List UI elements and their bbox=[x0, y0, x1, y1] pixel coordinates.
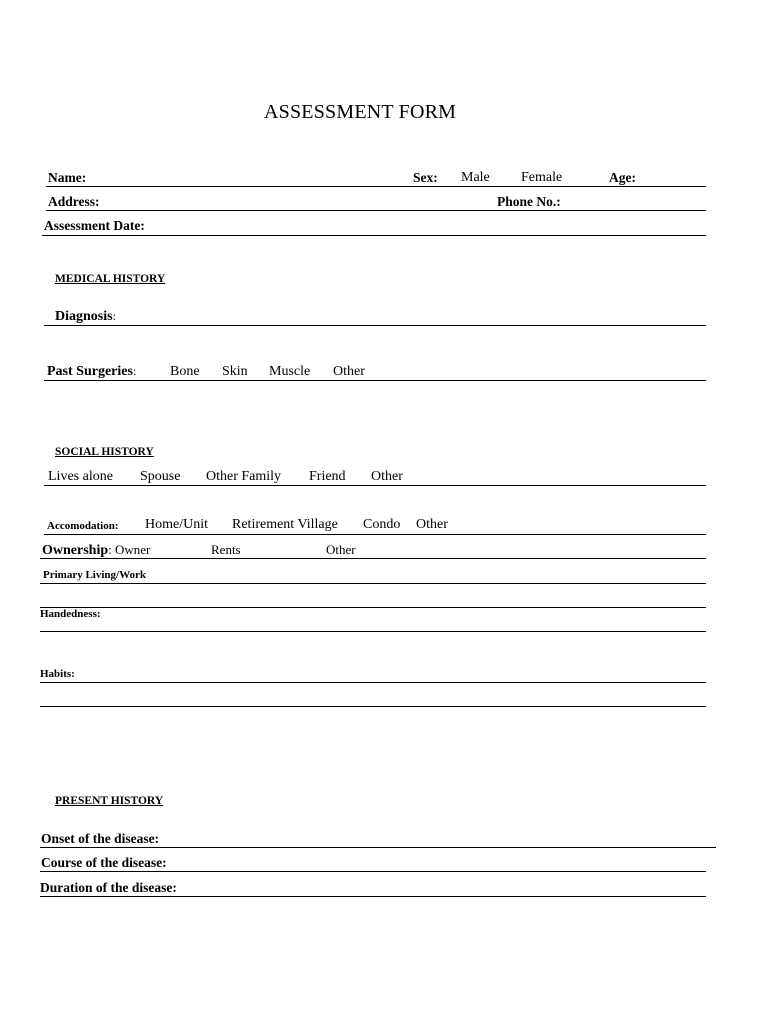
ownership-option-owner[interactable]: : Owner bbox=[108, 542, 151, 557]
past-surgeries-colon: : bbox=[132, 364, 137, 378]
duration-label: Duration of the disease: bbox=[40, 880, 177, 895]
assessment-date-label: Assessment Date: bbox=[44, 218, 145, 233]
onset-label: Onset of the disease: bbox=[41, 831, 160, 846]
accomodation-label: Accomodation: bbox=[47, 520, 119, 532]
phone-label: Phone No.: bbox=[497, 194, 561, 209]
living-option-spouse[interactable]: Spouse bbox=[140, 469, 181, 484]
diagnosis-row bbox=[55, 309, 116, 325]
address-field-line[interactable] bbox=[46, 210, 706, 211]
past-surgeries-field-line[interactable] bbox=[44, 380, 706, 381]
diagnosis-field-line[interactable] bbox=[44, 325, 706, 326]
habits-field-line[interactable] bbox=[40, 682, 706, 683]
course-label: Course of the disease: bbox=[41, 855, 167, 870]
living-field-line[interactable] bbox=[44, 485, 706, 486]
diagnosis-colon: : bbox=[112, 309, 116, 323]
social-history-heading: SOCIAL HISTORY bbox=[55, 446, 154, 458]
ownership-option-other[interactable]: Other bbox=[326, 542, 356, 557]
living-option-other-family[interactable]: Other Family bbox=[206, 469, 282, 484]
name-label: Name: bbox=[48, 170, 87, 185]
handedness-field-line[interactable] bbox=[40, 631, 706, 632]
ownership-row bbox=[42, 542, 150, 559]
living-option-other[interactable]: Other bbox=[371, 469, 403, 484]
ownership-label: Ownership bbox=[42, 543, 109, 558]
habits-field-line-2[interactable] bbox=[40, 706, 706, 707]
diagnosis-label: Diagnosis bbox=[55, 309, 113, 324]
accomodation-option-condo[interactable]: Condo bbox=[363, 517, 401, 532]
medical-history-heading: MEDICAL HISTORY bbox=[55, 273, 166, 285]
accomodation-option-home-unit[interactable]: Home/Unit bbox=[145, 517, 208, 532]
surgery-option-muscle[interactable]: Muscle bbox=[269, 364, 311, 379]
assessment-date-field-line[interactable] bbox=[42, 235, 706, 236]
age-label: Age: bbox=[609, 170, 636, 185]
course-field-line[interactable] bbox=[40, 871, 706, 872]
accomodation-field-line[interactable] bbox=[44, 534, 706, 535]
past-surgeries-label: Past Surgeries bbox=[47, 364, 133, 379]
living-option-lives-alone[interactable]: Lives alone bbox=[48, 469, 113, 484]
ownership-field-line[interactable] bbox=[40, 558, 706, 559]
form-title: ASSESSMENT FORM bbox=[264, 101, 457, 123]
past-surgeries-row bbox=[47, 364, 136, 380]
name-field-line[interactable] bbox=[46, 186, 706, 187]
sex-option-male[interactable]: Male bbox=[461, 170, 490, 185]
accomodation-option-retirement-village[interactable]: Retirement Village bbox=[232, 517, 338, 532]
surgery-option-bone[interactable]: Bone bbox=[170, 364, 200, 379]
primary-living-label: Primary Living/Work bbox=[43, 569, 146, 581]
present-history-heading: PRESENT HISTORY bbox=[55, 795, 164, 807]
sex-option-female[interactable]: Female bbox=[521, 170, 563, 185]
ownership-option-rents[interactable]: Rents bbox=[211, 542, 241, 557]
primary-living-field-line-2[interactable] bbox=[40, 607, 706, 608]
address-label: Address: bbox=[48, 194, 100, 209]
surgery-option-skin[interactable]: Skin bbox=[222, 364, 248, 379]
sex-label: Sex: bbox=[413, 170, 438, 185]
handedness-label: Handedness: bbox=[40, 608, 101, 620]
habits-label: Habits: bbox=[40, 668, 75, 680]
duration-field-line[interactable] bbox=[40, 896, 706, 897]
living-option-friend[interactable]: Friend bbox=[309, 469, 346, 484]
surgery-option-other[interactable]: Other bbox=[333, 364, 365, 379]
primary-living-field-line[interactable] bbox=[40, 583, 706, 584]
accomodation-option-other[interactable]: Other bbox=[416, 517, 448, 532]
onset-field-line[interactable] bbox=[40, 847, 716, 848]
